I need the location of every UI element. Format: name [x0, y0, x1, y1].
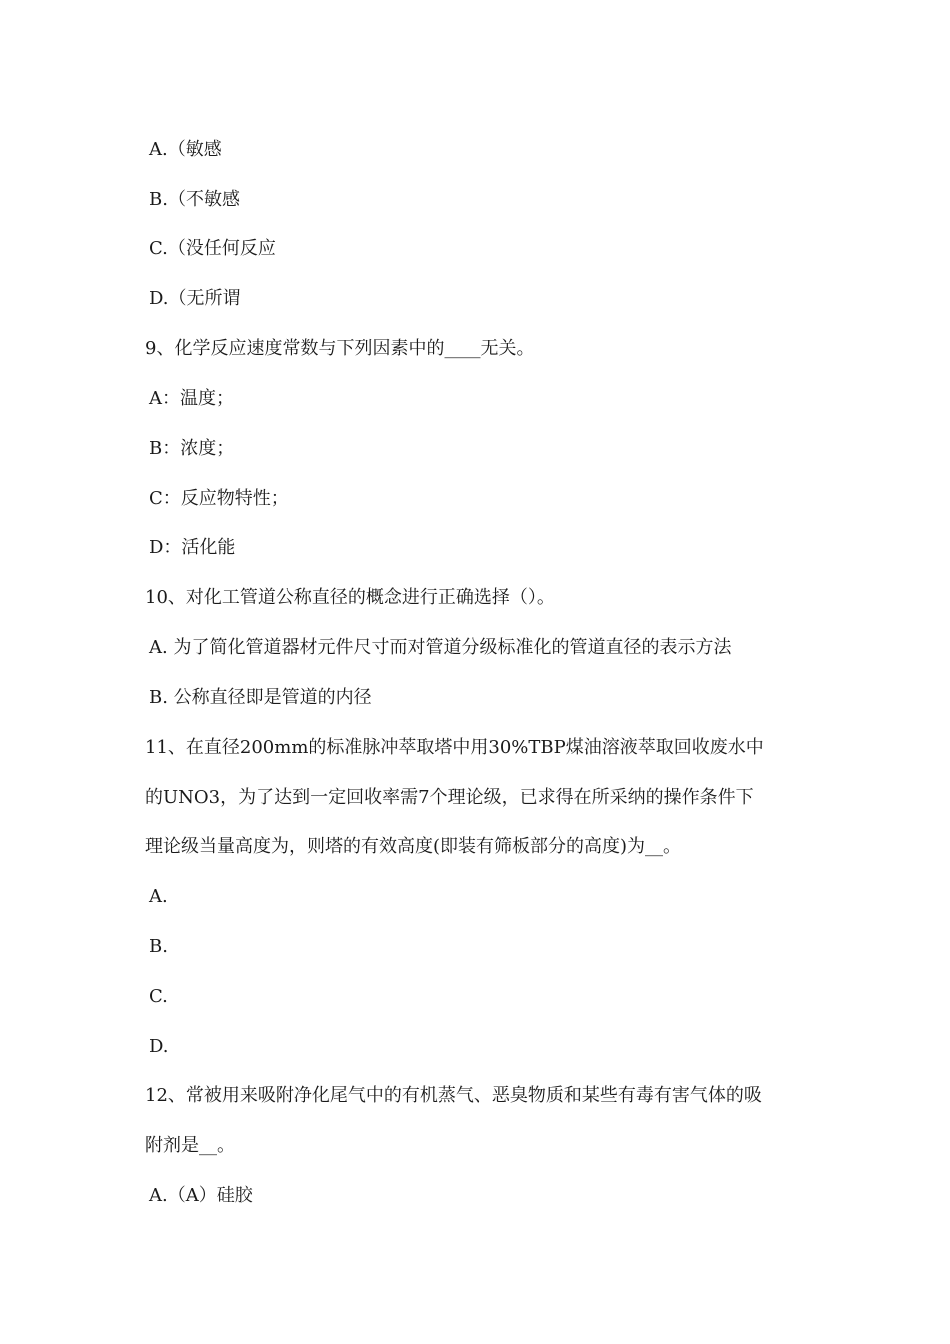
q9-stem: 9、化学反应速度常数与下列因素中的____无关。	[145, 338, 535, 359]
q11-option-b: B.	[149, 936, 168, 957]
q10-option-a: A. 为了简化管道器材元件尺寸而对管道分级标准化的管道直径的表示方法	[149, 637, 732, 658]
q8-option-c: C.（没任何反应	[149, 238, 276, 259]
q11-option-d: D.	[149, 1036, 169, 1057]
q8-option-a: A.（敏感	[149, 139, 222, 160]
q8-option-d: D.（无所谓	[149, 288, 241, 309]
q10-stem: 10、对化工管道公称直径的概念进行正确选择（）。	[145, 587, 555, 608]
q11-option-a: A.	[149, 886, 168, 907]
q9-option-b: B：浓度；	[149, 438, 235, 459]
q12-option-a: A.（A）硅胶	[149, 1185, 253, 1206]
q9-option-d: D：活化能	[149, 537, 236, 558]
q11-stem-line-2: 的UNO3，为了达到一定回收率需7个理论级，已求得在所采纳的操作条件下	[145, 787, 754, 808]
q12-stem-line-1: 12、常被用来吸附净化尾气中的有机蒸气、恶臭物质和某些有毒有害气体的吸	[145, 1085, 762, 1106]
q9-option-c: C：反应物特性；	[149, 488, 289, 509]
q8-option-b: B.（不敏感	[149, 189, 240, 210]
q9-option-a: A：温度；	[149, 388, 234, 409]
q11-stem-line-1: 11、在直径200mm的标准脉冲萃取塔中用30%TBP煤油溶液萃取回收废水中	[145, 737, 764, 758]
q11-stem-line-3: 理论级当量高度为，则塔的有效高度(即装有筛板部分的高度)为__。	[145, 836, 682, 857]
q12-stem-line-2: 附剂是__。	[145, 1135, 235, 1156]
q10-option-b: B. 公称直径即是管道的内径	[149, 687, 372, 708]
q11-option-c: C.	[149, 986, 168, 1007]
